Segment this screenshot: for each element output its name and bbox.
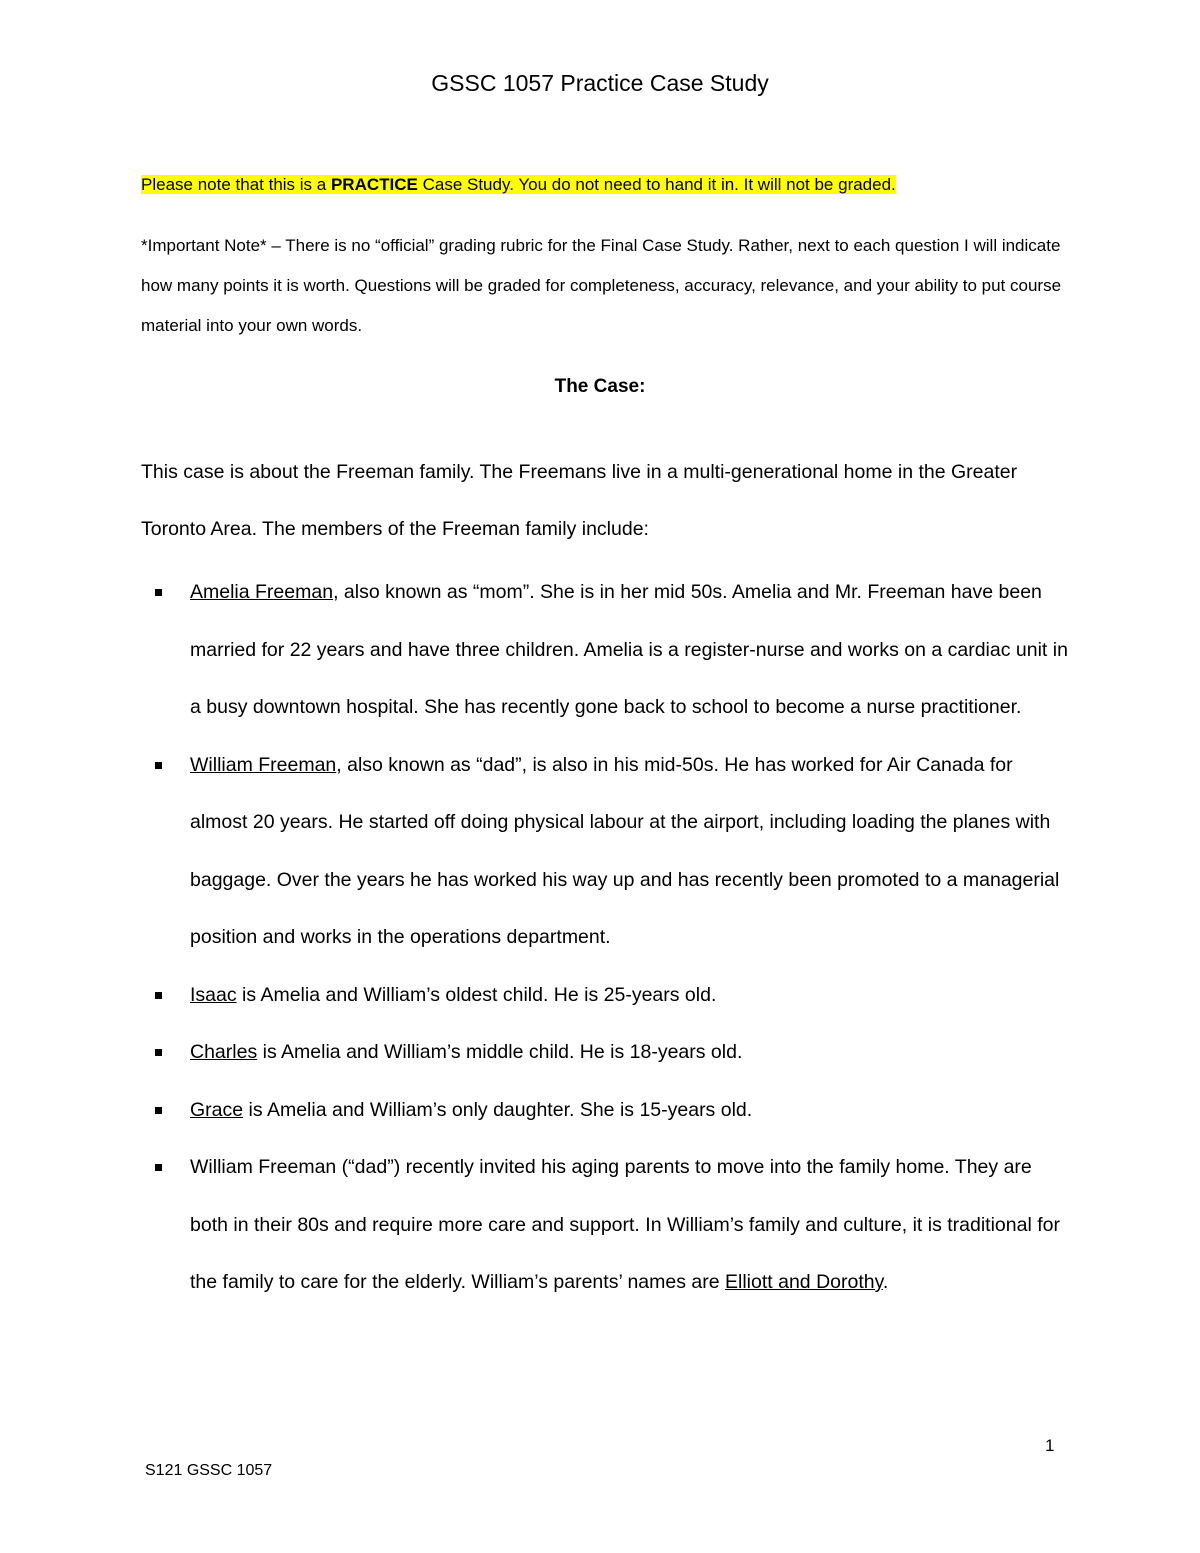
member-name: Amelia Freeman <box>190 581 334 603</box>
square-bullet-icon <box>155 762 162 769</box>
member-name: Isaac <box>190 983 237 1006</box>
member-name: Charles <box>190 1041 258 1063</box>
page-footer: S121 GSSC 1057 <box>145 1462 273 1479</box>
case-heading: The Case: <box>554 376 646 397</box>
list-item-grandparents <box>141 1139 1071 1312</box>
member-name: William Freeman <box>190 753 337 776</box>
list-item-grace <box>141 1082 1071 1140</box>
list-item-charles <box>141 1024 1071 1082</box>
member-name: Elliott and Dorothy <box>725 1271 883 1293</box>
member-description: is Amelia and William’s only daughter. She is 15-years old. <box>243 1098 753 1121</box>
document-title: GSSC 1057 Practice Case Study <box>431 70 769 96</box>
case-intro: This case is about the Freeman family. The Freemans live in a multi-generational home in the Greater Toronto Area. The members of the Freeman family include: <box>141 461 1018 540</box>
practice-note-before: Please note that this is a <box>141 175 331 194</box>
practice-note-emphasis: PRACTICE <box>330 175 418 194</box>
member-name: Grace <box>190 1098 244 1121</box>
family-members-list <box>141 564 1071 1312</box>
square-bullet-icon <box>155 1049 162 1056</box>
practice-note <box>141 172 1081 198</box>
practice-note-highlight <box>141 175 896 194</box>
member-description: is Amelia and William’s oldest child. He is 25-years old. <box>236 983 717 1006</box>
list-item-isaac <box>141 967 1071 1025</box>
important-note: *Important Note* – There is no “official” grading rubric for the Final Case Study. Rather, next to each question I will indicate how many points it is worth. Questions will be graded for completeness, accuracy, relevance, and your ability to put course material into your own words. <box>141 236 1062 335</box>
list-item-william <box>141 737 1071 967</box>
member-description: , also known as “dad”, is also in his mid-50s. He has worked for Air Canada for almost 20 years. He started off doing physical labour at the airport, including loading the planes with baggage. Over the years he has worked his way up and has recently been promoted to a managerial position and works in the operations department. <box>190 753 1060 948</box>
member-description: William Freeman (“dad”) recently invited his aging parents to move into the family home. They are both in their 80s and require more care and support. In William’s family and culture, it is traditional for the family to care for the elderly. William’s parents’ names are <box>190 1156 1060 1293</box>
list-item-amelia <box>141 564 1071 737</box>
practice-note-after: Case Study. You do not need to hand it in. It will not be graded. <box>417 175 896 194</box>
page-number: 1 <box>1045 1436 1055 1455</box>
square-bullet-icon <box>155 589 162 596</box>
square-bullet-icon <box>155 1164 162 1171</box>
member-description: , also known as “mom”. She is in her mid 50s. Amelia and Mr. Freeman have been married for 22 years and have three children. Amelia is a register-nurse and works on a cardiac unit in a busy downtown hospital. She has recently gone back to school to become a nurse practitioner. <box>190 581 1068 718</box>
square-bullet-icon <box>155 992 162 999</box>
sentence-end: . <box>882 1271 889 1293</box>
member-description: is Amelia and William’s middle child. He is 18-years old. <box>257 1041 743 1063</box>
square-bullet-icon <box>155 1107 162 1114</box>
